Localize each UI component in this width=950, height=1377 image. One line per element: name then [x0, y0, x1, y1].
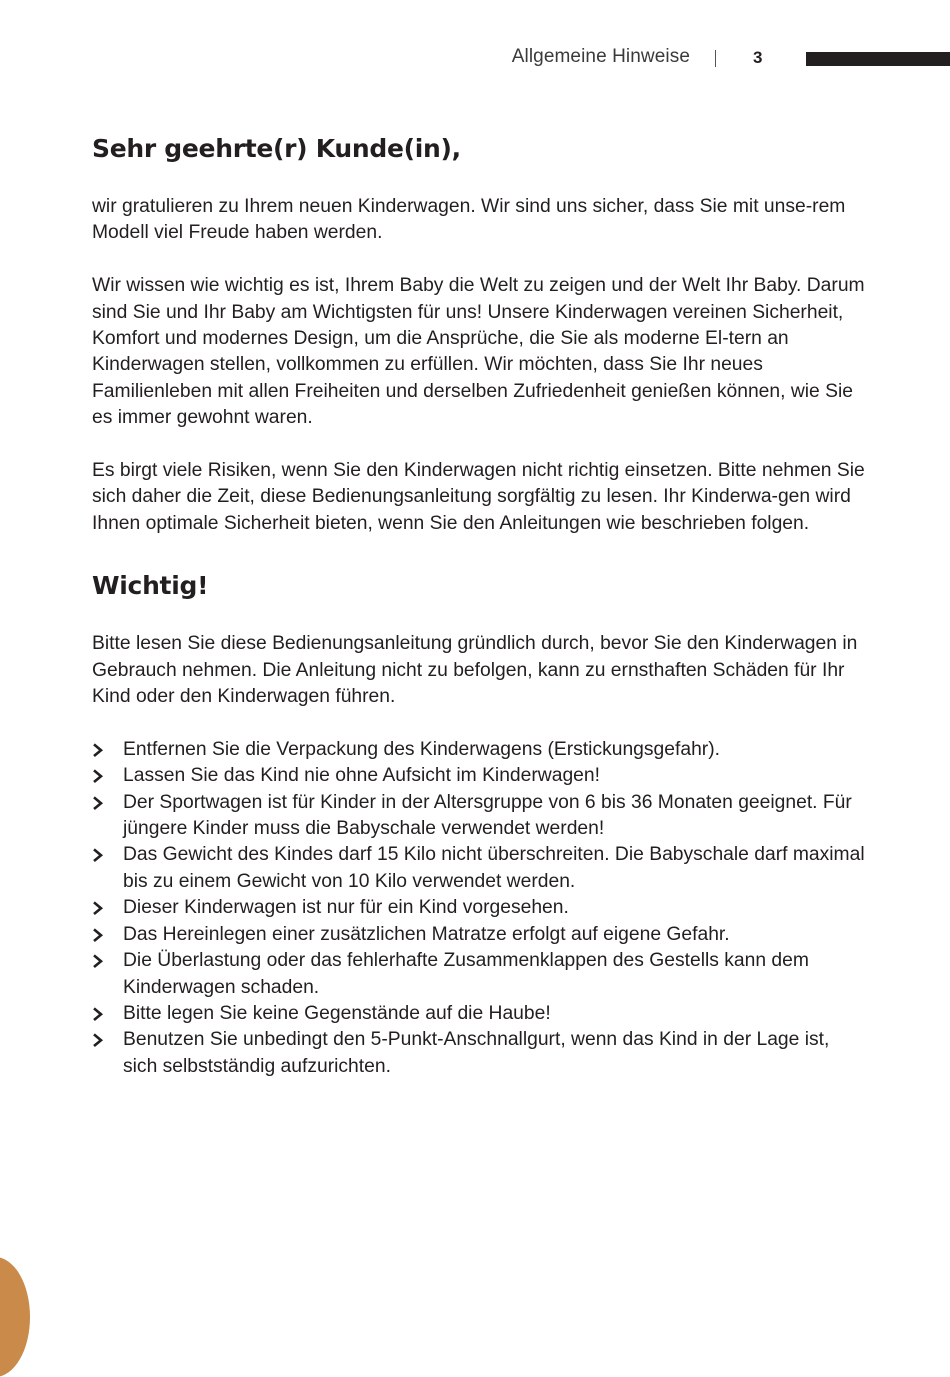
chevron-right-icon	[92, 842, 106, 868]
greeting-paragraph: Wir wissen wie wichtig es ist, Ihrem Baby die Welt zu zeigen und der Welt Ihr Baby. Darum sind Sie und Ihr Baby am Wichtigsten für uns! Unsere Kinderwagen vereinen Sicherheit, Komfort und modernes Design, um die Ansprüche, die Sie als moderne El-tern an Kinderwagen stellen, vollkommen zu erfüllen. Wir möchten, dass Sie Ihr neues Familienleben mit allen Freiheiten und derselben Zufriedenheit genießen können, wie Sie es immer gewohnt waren.	[92, 275, 865, 429]
safety-list-item	[92, 1027, 867, 1080]
safety-list-text: Lassen Sie das Kind nie ohne Aufsicht im Kinderwagen!	[123, 765, 600, 787]
corner-decoration	[0, 1257, 30, 1377]
header-bar	[806, 52, 950, 66]
greeting-heading: Sehr geehrte(r) Kunde(in),	[92, 134, 461, 163]
chevron-right-icon	[92, 1001, 106, 1027]
safety-list-text: Bitte legen Sie keine Gegenstände auf die Haube!	[123, 1002, 551, 1024]
safety-list-text: Das Gewicht des Kindes darf 15 Kilo nicht überschreiten. Die Babyschale darf maximal bis zu einem Gewicht von 10 Kilo verwendet werden.	[123, 844, 865, 892]
chevron-right-icon	[92, 790, 106, 816]
chevron-right-icon	[92, 763, 106, 789]
safety-list	[92, 737, 867, 1080]
safety-list-item	[92, 763, 867, 789]
safety-list-item	[92, 737, 867, 763]
chevron-right-icon	[92, 1027, 106, 1053]
safety-list-text: Dieser Kinderwagen ist nur für ein Kind vorgesehen.	[123, 897, 569, 919]
important-intro: Bitte lesen Sie diese Bedienungsanleitung gründlich durch, bevor Sie den Kinderwagen in Gebrauch nehmen. Die Anleitung nicht zu befolgen, kann zu ernsthaften Schäden für Ihr Kind oder den Kinderwagen führen.	[92, 633, 858, 708]
section-title: Allgemeine Hinweise	[511, 46, 690, 67]
important-heading: Wichtig!	[92, 571, 209, 601]
safety-list-item	[92, 790, 867, 843]
greeting-paragraph: Es birgt viele Risiken, wenn Sie den Kinderwagen nicht richtig einsetzen. Bitte nehmen Sie sich daher die Zeit, diese Bedienungsanleitung sorgfältig zu lesen. Ihr Kinderwa-gen wird Ihnen optimale Sicherheit bieten, wenn Sie den Anleitungen wie beschrieben folgen.	[92, 460, 865, 534]
chevron-right-icon	[92, 895, 106, 921]
safety-list-item	[92, 948, 867, 1001]
page-content	[92, 130, 867, 1080]
safety-list-text: Entfernen Sie die Verpackung des Kinderwagens (Erstickungsgefahr).	[123, 738, 720, 760]
chevron-right-icon	[92, 737, 106, 763]
greeting-paragraph: wir gratulieren zu Ihrem neuen Kinderwagen. Wir sind uns sicher, dass Sie mit unse-rem Modell viel Freude haben werden.	[92, 196, 846, 244]
chevron-right-icon	[92, 948, 106, 974]
safety-list-item	[92, 1001, 867, 1027]
safety-list-text: Die Überlastung oder das fehlerhafte Zusammenklappen des Gestells kann dem Kinderwagen schaden.	[123, 950, 809, 998]
safety-list-text: Das Hereinlegen einer zusätzlichen Matratze erfolgt auf eigene Gefahr.	[123, 923, 730, 945]
safety-list-item	[92, 842, 867, 895]
safety-list-item	[92, 895, 867, 921]
header-separator	[715, 50, 716, 67]
page-number: 3	[753, 48, 763, 67]
safety-list-text: Benutzen Sie unbedingt den 5-Punkt-Anschnallgurt, wenn das Kind in der Lage ist, sich selbstständig aufzurichten.	[123, 1029, 830, 1077]
chevron-right-icon	[92, 922, 106, 948]
safety-list-text: Der Sportwagen ist für Kinder in der Altersgruppe von 6 bis 36 Monaten geeignet. Für jüngere Kinder muss die Babyschale verwendet werden!	[123, 791, 852, 840]
safety-list-item	[92, 922, 867, 948]
